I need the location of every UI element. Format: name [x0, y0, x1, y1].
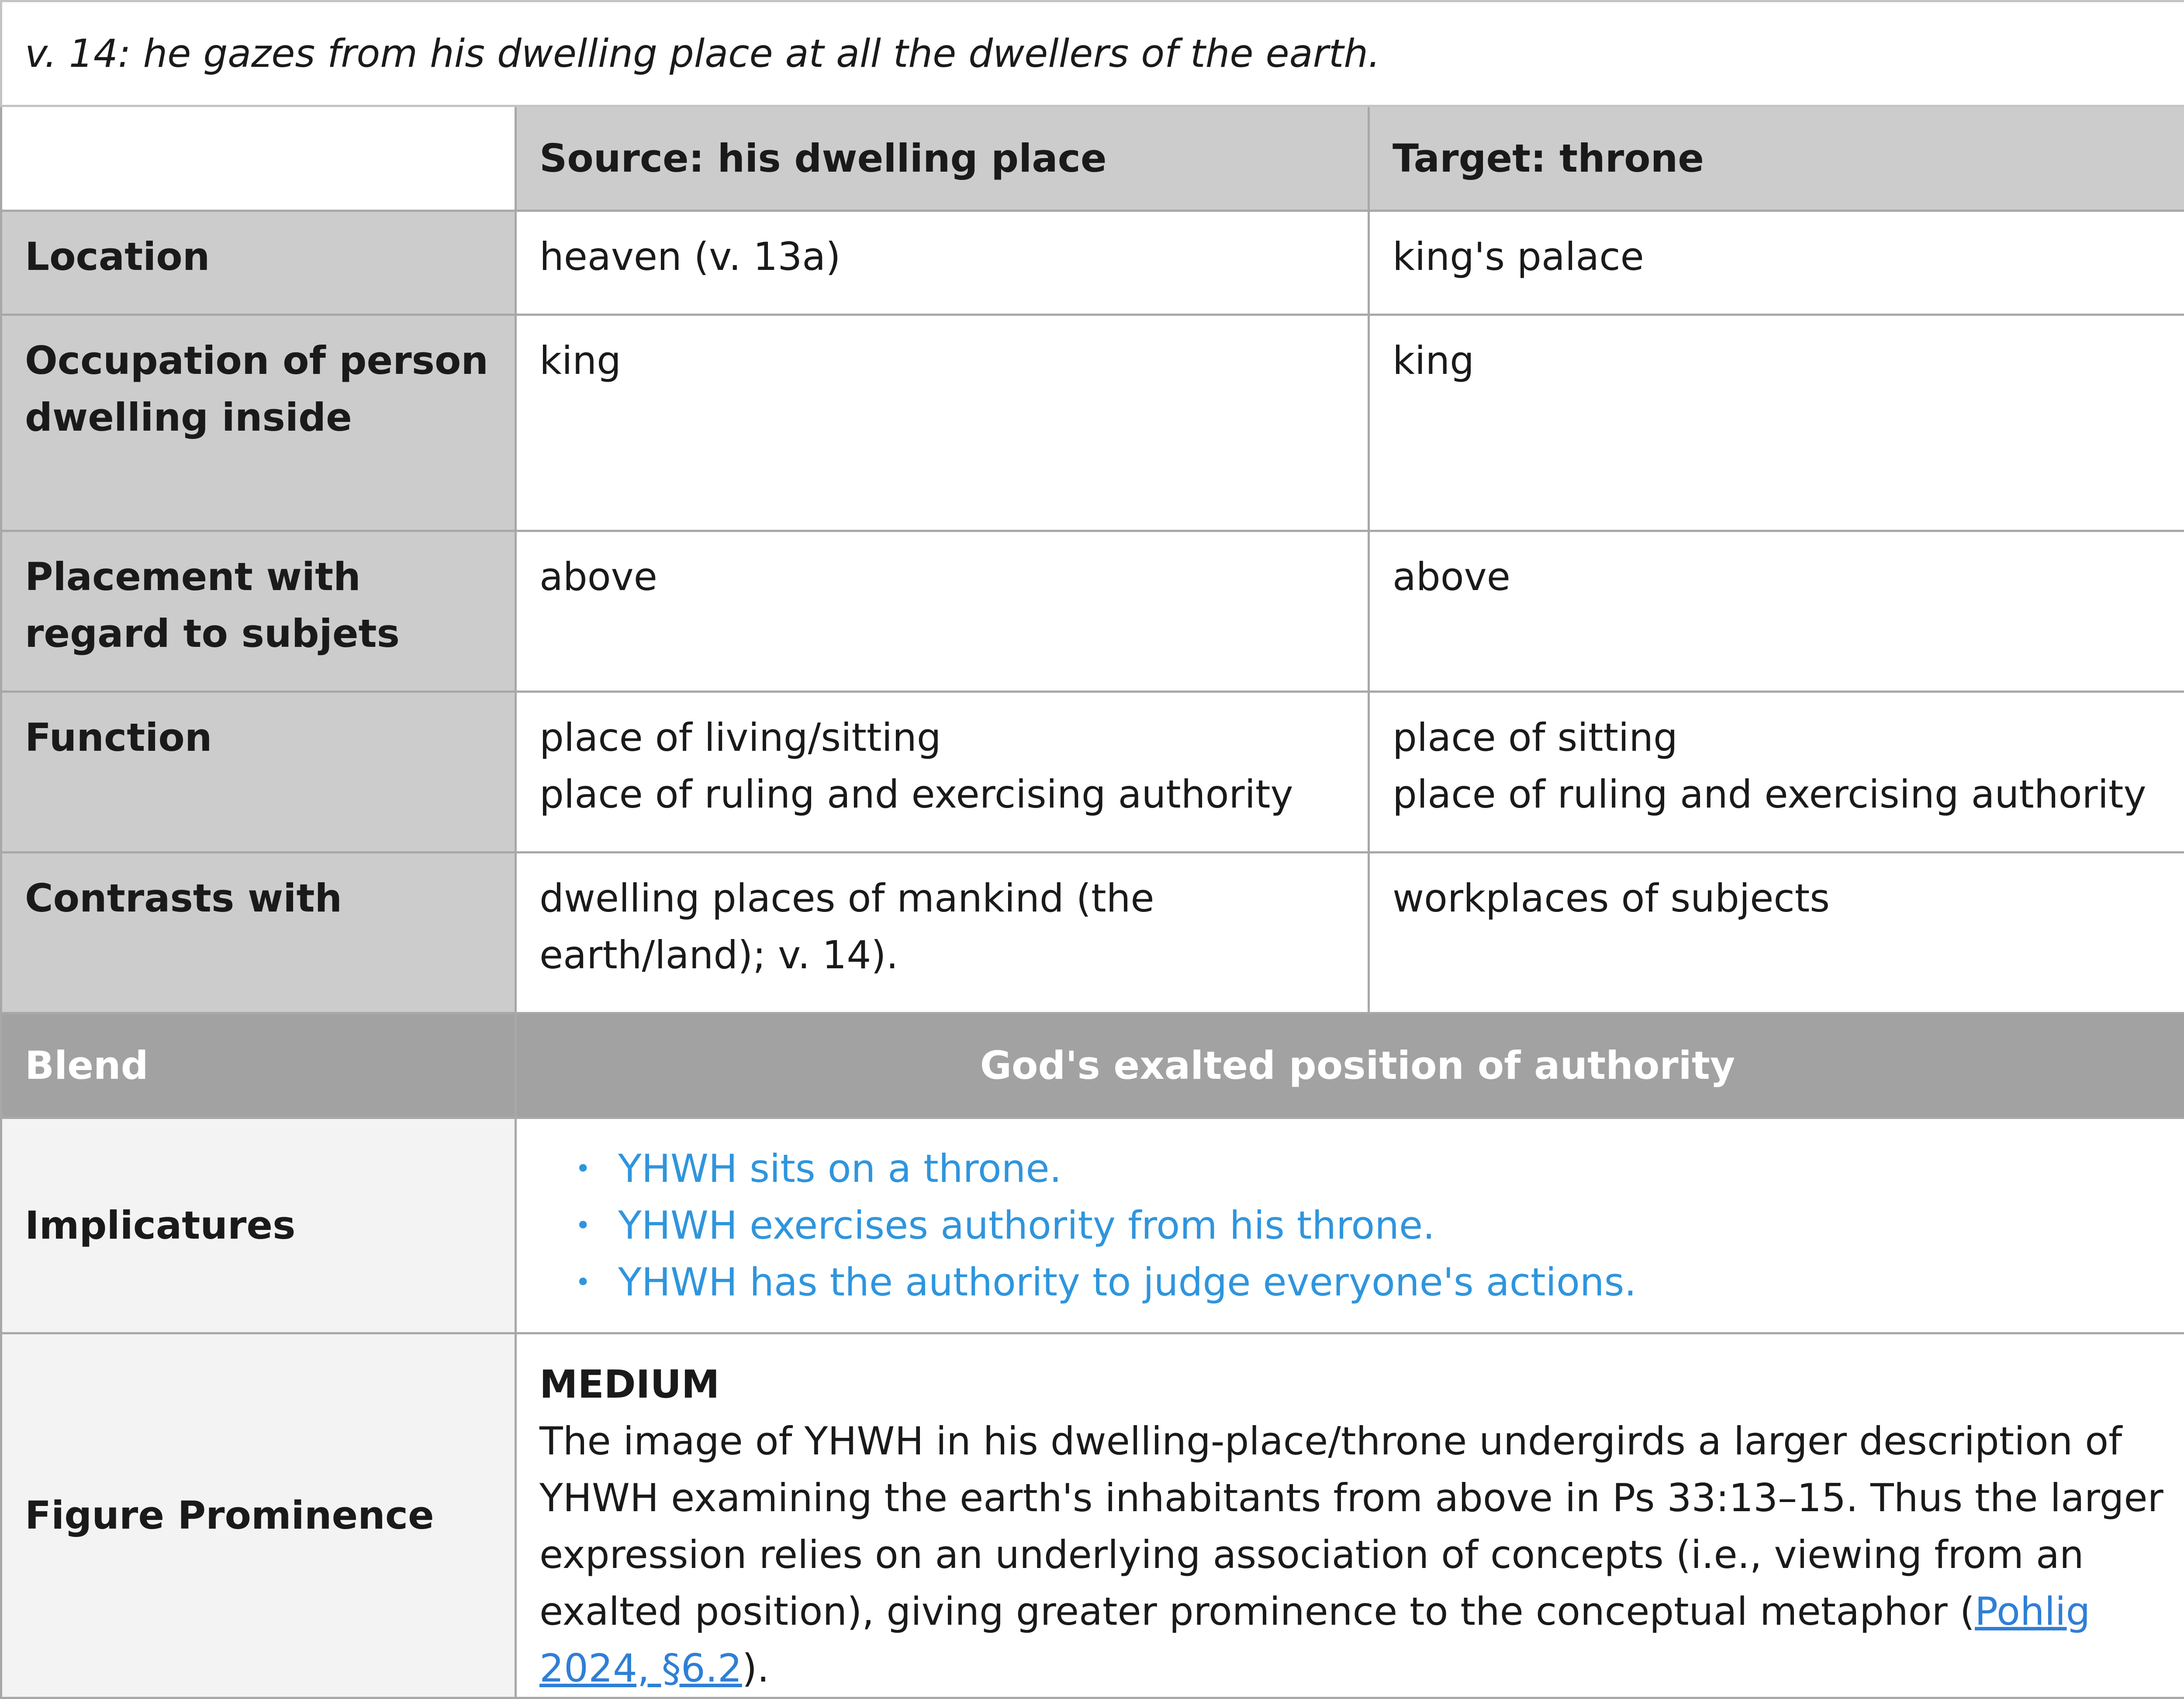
blend-label: Blend	[1, 1013, 516, 1118]
source-cell: dwelling places of mankind (the earth/land); v. 14).	[516, 853, 1369, 1013]
bullet-icon: •	[575, 1254, 591, 1311]
prominence-row	[1, 1333, 2184, 1698]
table-row	[1, 692, 2184, 853]
target-cell: above	[1369, 531, 2184, 692]
implicature-text: YHWH sits on a throne.	[618, 1146, 1061, 1191]
bullet-icon: •	[575, 1140, 591, 1197]
implicatures-list	[539, 1140, 2176, 1311]
prominence-label: Figure Prominence	[1, 1333, 516, 1698]
table-row	[1, 853, 2184, 1013]
target-cell: king's palace	[1369, 211, 2184, 315]
target-cell	[1369, 692, 2184, 853]
source-cell: king	[516, 315, 1369, 531]
row-label: Contrasts with	[1, 853, 516, 1013]
table-row	[1, 315, 2184, 531]
target-cell: workplaces of subjects	[1369, 853, 2184, 1013]
source-cell: above	[516, 531, 1369, 692]
row-label: Placement with regard to subjets	[1, 531, 516, 692]
header-row	[1, 106, 2184, 211]
source-cell: heaven (v. 13a)	[516, 211, 1369, 315]
implicatures-row	[1, 1118, 2184, 1333]
target-cell: king	[1369, 315, 2184, 531]
citation-link[interactable]: Pohlig 2024, §6.2	[539, 1589, 2090, 1691]
implicatures-label: Implicatures	[1, 1118, 516, 1333]
bullet-icon: •	[575, 1197, 591, 1254]
implicatures-cell	[516, 1118, 2184, 1333]
target-line: place of sitting	[1393, 709, 2176, 766]
blend-value: God's exalted position of authority	[516, 1013, 2184, 1118]
row-label: Occupation of person dwelling inside	[1, 315, 516, 531]
list-item	[618, 1254, 2176, 1311]
table-row	[1, 531, 2184, 692]
header-source: Source: his dwelling place	[516, 106, 1369, 211]
row-label: Location	[1, 211, 516, 315]
prominence-text: The image of YHWH in his dwelling-place/throne undergirds a larger description of YHWH examining the earth's inhabitants from above in Ps 33:13–15. Thus the larger expression relies on an underlying association of concepts (i.e., viewing from an exalted position), giving greater prominence to the conceptual metaphor (	[539, 1419, 2163, 1634]
implicature-text: YHWH has the authority to judge everyone's actions.	[618, 1260, 1636, 1305]
source-cell	[516, 692, 1369, 853]
caption-row	[1, 1, 2184, 106]
source-line: place of living/sitting	[539, 709, 1346, 766]
list-item	[618, 1197, 2176, 1254]
row-label: Function	[1, 692, 516, 853]
verse-caption: v. 14: he gazes from his dwelling place at all the dwellers of the earth.	[1, 1, 2184, 106]
target-line: place of ruling and exercising authority	[1393, 766, 2176, 823]
blend-row	[1, 1013, 2184, 1118]
implicature-text: YHWH exercises authority from his throne.	[618, 1203, 1435, 1248]
header-target: Target: throne	[1369, 106, 2184, 211]
header-empty-cell	[1, 106, 516, 211]
prominence-text-end: ).	[742, 1646, 769, 1691]
source-line: place of ruling and exercising authority	[539, 766, 1346, 823]
prominence-cell	[516, 1333, 2184, 1698]
list-item	[618, 1140, 2176, 1197]
table-row	[1, 211, 2184, 315]
prominence-level: MEDIUM	[539, 1356, 2176, 1413]
